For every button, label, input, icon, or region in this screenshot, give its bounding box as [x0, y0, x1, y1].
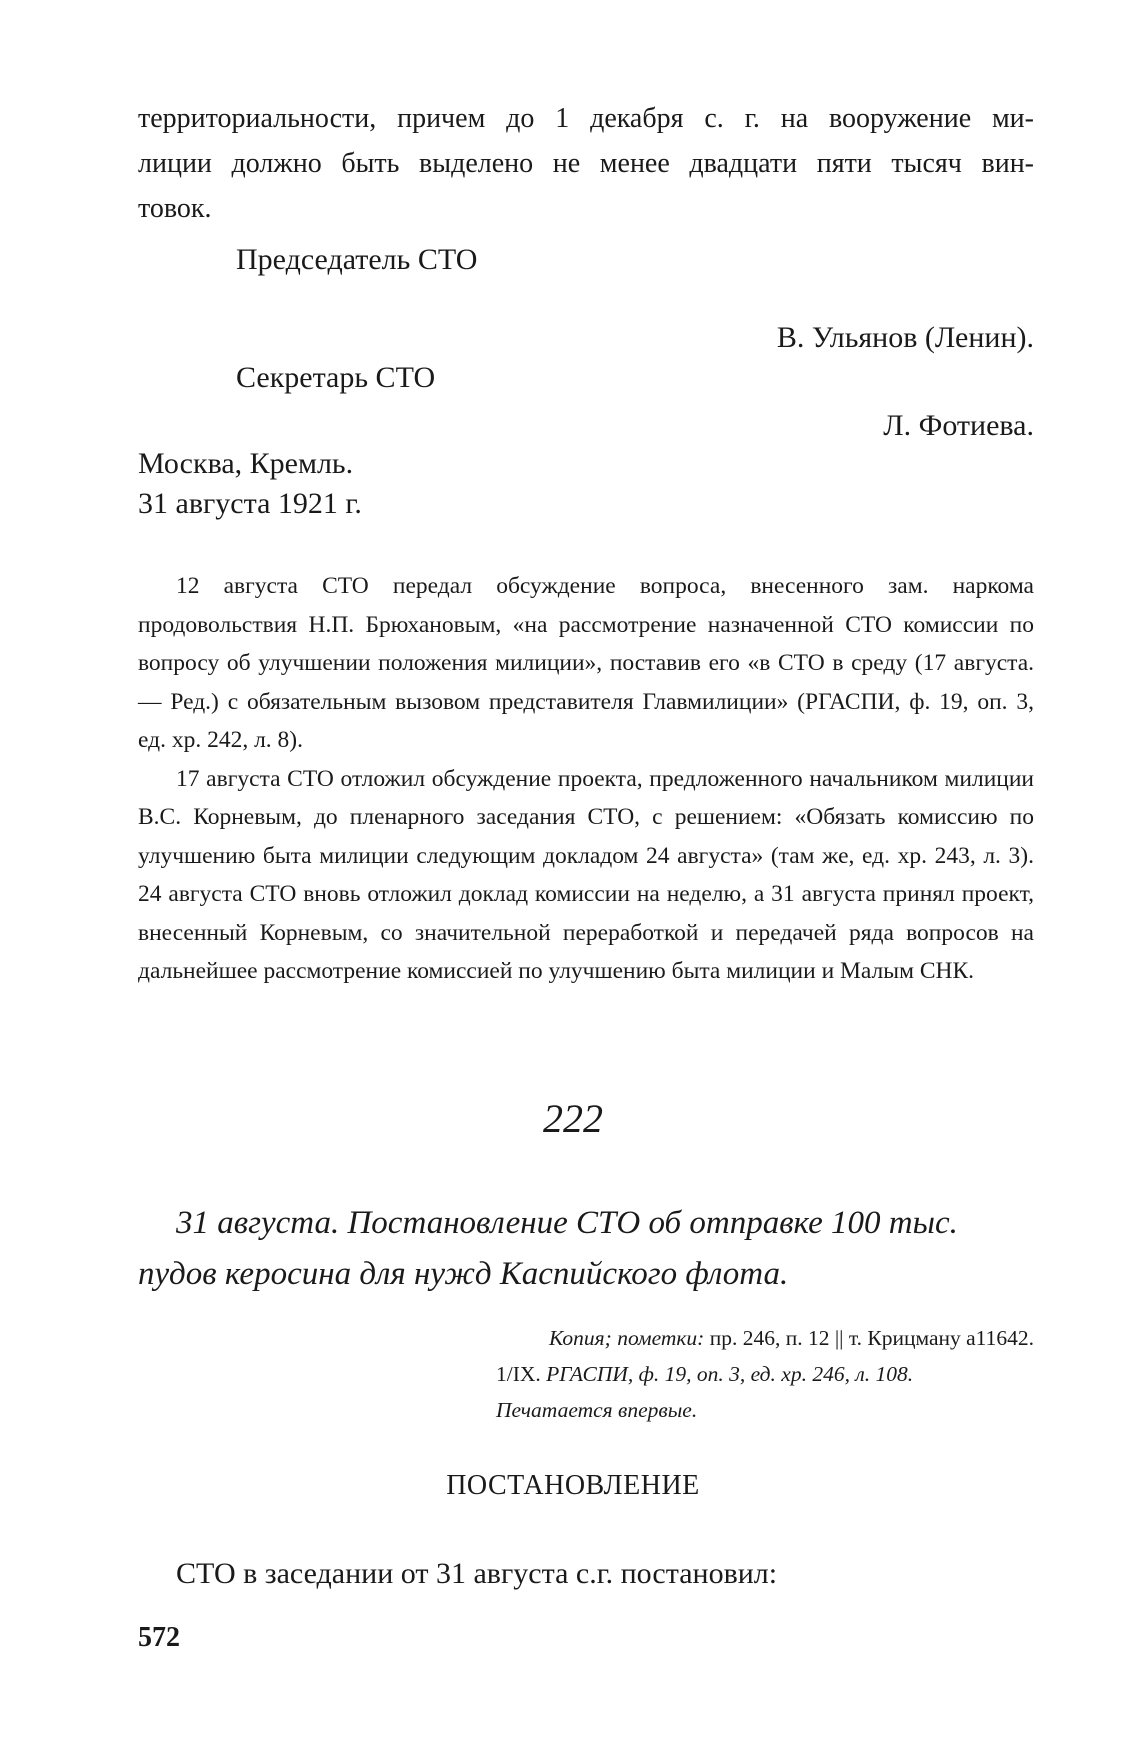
chairman-title: Председатель СТО	[236, 243, 478, 276]
date: 31 августа 1921 г.	[138, 487, 362, 520]
secretary-title: Секретарь СТО	[236, 361, 436, 394]
document-title: 31 августа. Постановление СТО об отправке 100 тыс. пудов керосина для нужд Каспийского флота.	[138, 1205, 958, 1292]
source-archive: РГАСПИ, ф. 19, оп. 3, ед. хр. 246, л. 108.	[546, 1362, 914, 1386]
note-paragraph-1: 12 августа СТО передал обсуждение вопроса, внесенного зам. наркома продовольствия Н.П. Брюхановым, «на рассмотрение назначенной СТО комиссии по вопросу об улучшении положения милиции», поставив его «в СТО в среду (17 августа. — Ред.) с обязательным вызовом представителя Главмилиции» (РГАСПИ, ф. 19, оп. 3, ед. хр. 242, л. 8).	[138, 573, 1034, 753]
source-line-1	[468, 1320, 1034, 1356]
source-note: Печатается впервые.	[496, 1398, 698, 1422]
continuation-text	[138, 96, 1034, 231]
source-line-2	[468, 1356, 1034, 1392]
source-date: 1/IX.	[496, 1362, 541, 1386]
chairman-name: В. Ульянов (Ленин).	[776, 321, 1034, 354]
continuation-line-2: лиции должно быть выделено не менее двадцати пяти тысяч вин-	[138, 148, 1034, 179]
document-number: 222	[543, 1096, 603, 1141]
source-reference	[468, 1320, 1034, 1428]
note-paragraph-2: 17 августа СТО отложил обсуждение проекта, предложенного начальником милиции В.С. Корневым, до пленарного заседания СТО, с решением: «Обязать комиссию по улучшению быта милиции следующим докладом 24 августа» (там же, ед. хр. 243, л. 3). 24 августа СТО вновь отложил доклад комиссии на неделю, а 31 августа принял проект, внесенный Корневым, со значительной переработкой и передачей ряда вопросов на дальнейшее рассмотрение комиссией по улучшению быта милиции и Малым СНК.	[138, 765, 1034, 984]
resolution-heading: ПОСТАНОВЛЕНИЕ	[446, 1470, 700, 1501]
continuation-line-1: территориальности, причем до 1 декабря с. г. на вооружение ми-	[138, 103, 1034, 134]
editorial-notes	[138, 567, 1034, 991]
place: Москва, Кремль.	[138, 447, 354, 480]
secretary-name: Л. Фотиева.	[883, 409, 1034, 442]
source-label: Копия; пометки:	[548, 1326, 705, 1350]
source-marks: пр. 246, п. 12 || т. Крицману а11642.	[709, 1326, 1034, 1350]
resolution-intro: СТО в заседании от 31 августа с.г. постановил:	[176, 1557, 778, 1590]
page-number: 572	[138, 1622, 180, 1653]
continuation-line-3: товок.	[138, 193, 212, 224]
